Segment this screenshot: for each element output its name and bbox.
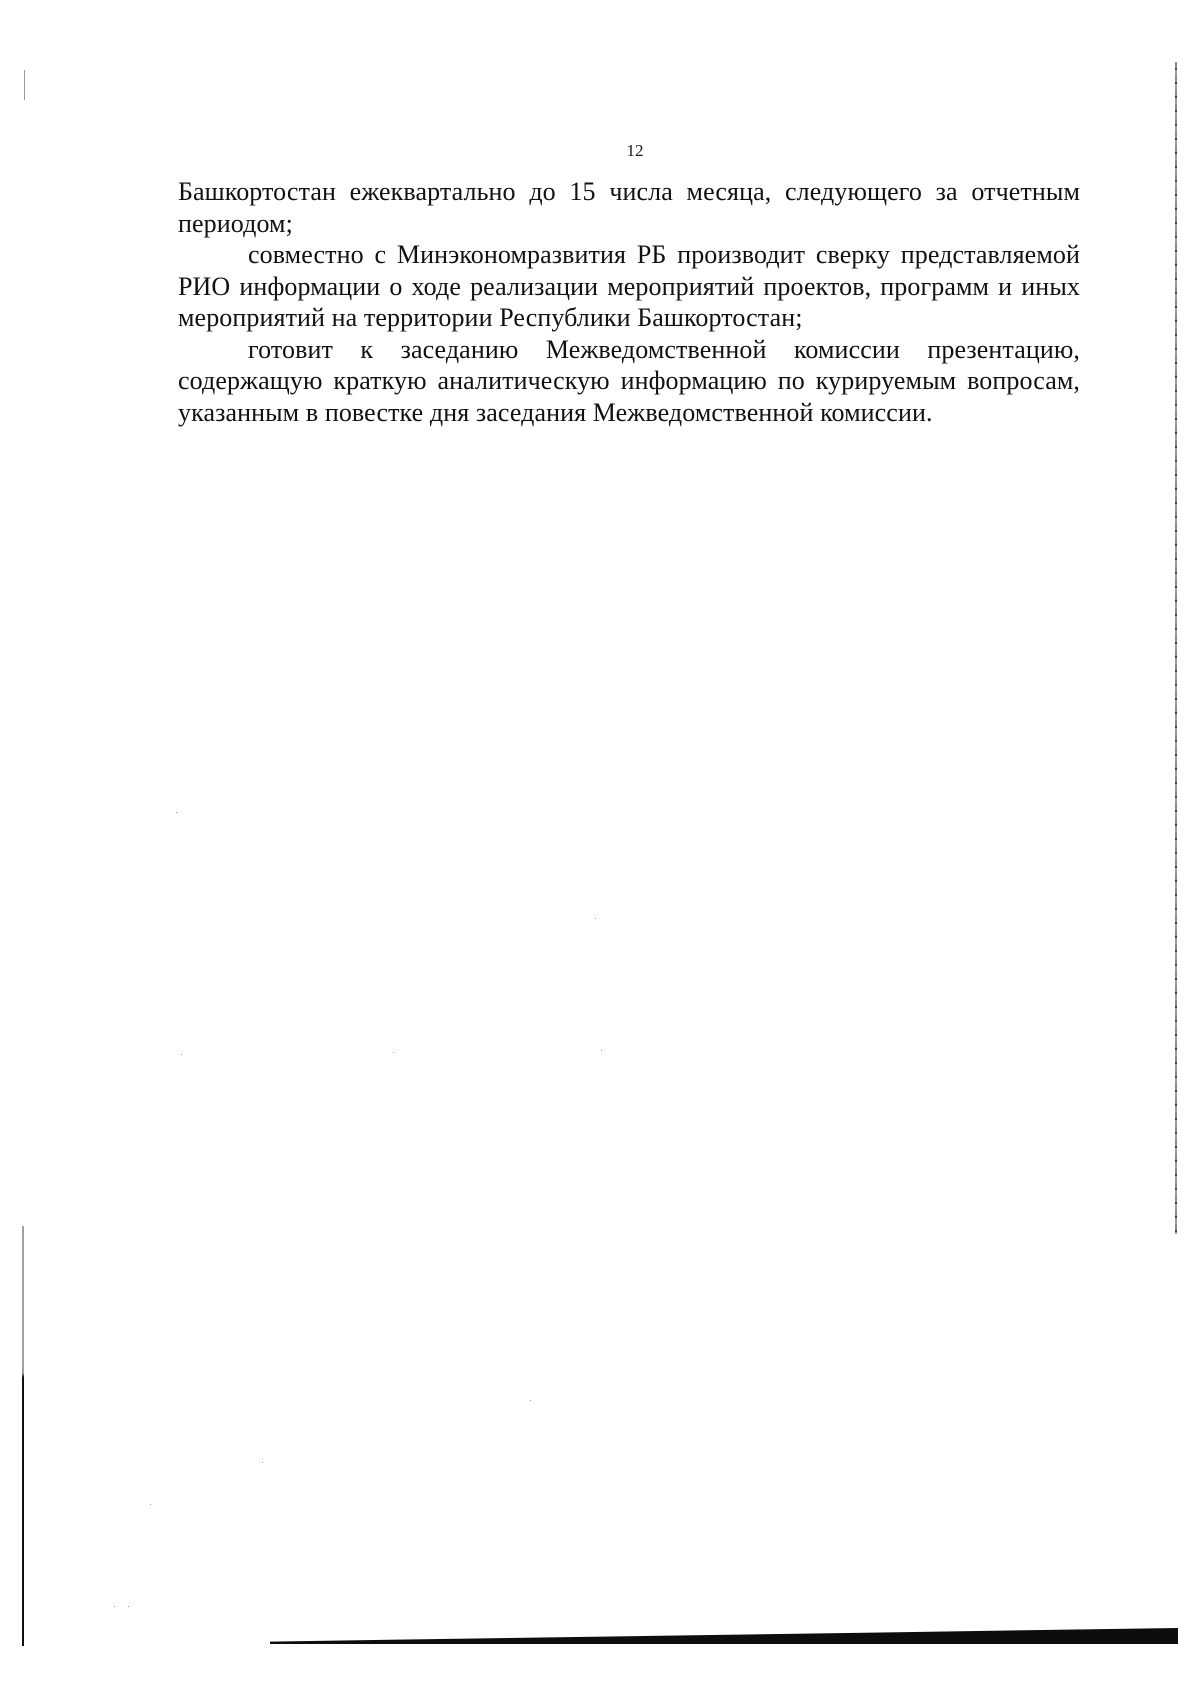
scan-edge-right [1175,62,1177,1234]
scan-speck [181,1054,182,1055]
scan-speck [262,1462,263,1463]
scan-speck [128,1606,129,1607]
page-number: 12 [626,141,644,160]
scan-speck [530,1400,531,1401]
paragraph-continuation: Башкортостан ежеквартально до 15 числа месяца, следующего за отчетным периодом; [178,177,1080,238]
paragraph-presentation: готовит к заседанию Межведомственной комиссии презентацию, содержащую краткую аналитическую информацию по курируемым вопросам, указанным в повестке дня заседания Межведомственной комиссии. [178,334,1080,427]
scan-speck [114,1606,115,1607]
scan-shadow-bar [270,1628,1178,1644]
body-text [178,176,1080,428]
scan-speck [176,812,177,813]
scan-speck [601,1050,602,1051]
scan-speck [393,1052,394,1053]
scan-speck [150,1504,151,1505]
scan-edge-left-top [24,70,25,100]
paragraph-reconciliation: совместно с Минэкономразвития РБ производит сверку представляемой РИО информации о ходе реализации мероприятий проектов, программ и иных мероприятий на территории Республики Башкортостан; [178,240,1080,332]
scan-speck [595,918,596,919]
scan-edge-left-bottom [22,1226,24,1646]
